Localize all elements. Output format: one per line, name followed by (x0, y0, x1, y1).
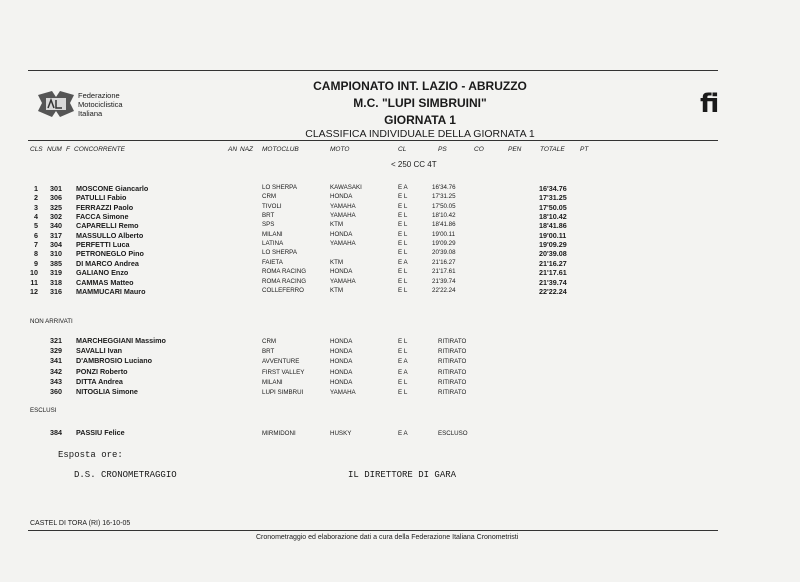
moto-cell: YAMAHA (330, 212, 356, 220)
number-cell: 310 (50, 249, 62, 259)
total-time: 21'16.27 (539, 258, 567, 268)
competitor-name: MAMMUCARI Mauro (76, 286, 146, 296)
class-cell: E L (398, 277, 408, 285)
total-time: 19'09.29 (539, 240, 567, 250)
header-rule (28, 140, 718, 141)
ps-time: 16'34.76 (432, 184, 456, 191)
moto-cell: YAMAHA (330, 277, 356, 285)
number-cell: 385 (50, 258, 62, 268)
ps-time: 21'39.74 (432, 277, 456, 285)
ps-time: 17'31.25 (432, 193, 456, 201)
number-cell: 319 (50, 268, 62, 278)
competitor-name: DI MARCO Andrea (76, 258, 139, 268)
moto-cell: KAWASAKI (330, 184, 362, 191)
class-cell: E A (398, 368, 408, 376)
moto-cell: KTM (330, 258, 344, 266)
footer-rule (28, 530, 718, 531)
ds-cronometraggio: D.S. CRONOMETRAGGIO (74, 470, 177, 480)
motoclub-cell: FAIETA (262, 258, 283, 266)
col-totale: TOTALE (540, 146, 565, 153)
table-row (0, 336, 800, 346)
motoclub-cell: LO SHERPA (262, 184, 297, 191)
col-f: F (66, 146, 70, 153)
number-cell: 384 (50, 428, 62, 437)
col-pt: PT (580, 146, 589, 153)
number-cell: 341 (50, 356, 62, 366)
class-cell: E L (398, 378, 408, 386)
motoclub-cell: BRT (262, 348, 275, 356)
table-row (0, 428, 800, 438)
title-giornata: GIORNATA 1 (384, 113, 456, 127)
motoclub-cell: LUPI SIMBRUI (262, 389, 304, 396)
class-cell: E L (398, 240, 408, 248)
fmi-logo (36, 89, 76, 124)
table-row (0, 346, 800, 356)
table-row (0, 287, 800, 297)
number-cell: 340 (50, 221, 62, 231)
class-cell: E L (398, 202, 408, 210)
number-cell: 302 (50, 212, 62, 222)
category-label: < 250 CC 4T (391, 160, 437, 169)
rank-cell: 4 (34, 212, 38, 222)
moto-cell: KTM (330, 286, 344, 294)
moto-cell: HONDA (330, 193, 353, 201)
competitor-name: D'AMBROSIO Luciano (76, 356, 152, 366)
ps-time: 19'09.29 (432, 240, 456, 248)
table-row (0, 377, 800, 387)
col-num: NUM (47, 146, 62, 153)
motoclub-cell: CRM (262, 193, 277, 201)
motoclub-cell: BRT (262, 212, 275, 220)
motoclub-cell: ROMA RACING (262, 268, 307, 276)
number-cell: 321 (50, 336, 62, 345)
col-motoclub: MOTOCLUB (262, 146, 299, 153)
col-moto: MOTO (330, 146, 350, 153)
rank-cell: 10 (30, 268, 38, 278)
total-time: 20'39.08 (539, 249, 567, 259)
total-time: 16'34.76 (539, 184, 567, 193)
non-arrivati-label: NON ARRIVATI (30, 318, 73, 325)
class-cell: E A (398, 258, 408, 266)
number-cell: 360 (50, 387, 62, 396)
class-cell: E A (398, 358, 408, 366)
moto-cell: YAMAHA (330, 240, 356, 248)
table-row (0, 387, 800, 397)
competitor-name: PATULLI Fabio (76, 193, 127, 203)
motoclub-cell: MILANI (262, 378, 283, 386)
class-cell: E L (398, 338, 408, 345)
ps-time: 19'00.11 (432, 230, 456, 238)
subtitle-classifica: CLASSIFICA INDIVIDUALE DELLA GIORNATA 1 (305, 128, 535, 140)
rank-cell: 8 (34, 249, 38, 259)
rank-cell: 3 (34, 202, 38, 212)
motoclub-cell: FIRST VALLEY (262, 368, 305, 376)
moto-cell: HONDA (330, 358, 353, 366)
col-naz: NAZ (240, 146, 253, 153)
number-cell: 318 (50, 277, 62, 287)
rank-cell: 9 (34, 258, 38, 268)
col-co: CO (474, 146, 484, 153)
ps-time: 21'17.61 (432, 268, 456, 276)
status-cell: ESCLUSO (438, 430, 468, 437)
competitor-name: PASSIU Felice (76, 428, 125, 437)
fmi-emblem-icon (36, 89, 76, 119)
fi-logo: fi (700, 89, 720, 119)
ps-time: 17'50.05 (432, 202, 456, 210)
status-cell: RITIRATO (438, 378, 467, 386)
competitor-name: DITTA Andrea (76, 376, 123, 386)
total-time: 18'41.86 (539, 221, 567, 231)
rank-cell: 11 (30, 277, 38, 287)
ps-time: 18'10.42 (432, 212, 456, 220)
table-row (0, 367, 800, 377)
col-an: AN (228, 146, 238, 153)
class-cell: E L (398, 348, 408, 356)
rank-cell: 1 (34, 184, 38, 193)
class-cell: E L (398, 286, 408, 294)
competitor-name: MARCHEGGIANI Massimo (76, 336, 166, 345)
competitor-name: MOSCONE Giancarlo (76, 184, 149, 193)
competitor-name: FACCA Simone (76, 212, 129, 222)
status-cell: RITIRATO (438, 348, 467, 356)
competitor-name: NITOGLIA Simone (76, 387, 138, 396)
direttore-di-gara: IL DIRETTORE DI GARA (348, 470, 457, 480)
motoclub-cell: LO SHERPA (262, 249, 297, 257)
federation-line2: Motociclistica (78, 100, 123, 109)
moto-cell: HONDA (330, 230, 353, 238)
esposta-ore: Esposta ore: (58, 450, 123, 460)
rank-cell: 2 (34, 193, 38, 203)
col-pen: PEN (508, 146, 522, 153)
moto-cell: KTM (330, 221, 344, 229)
ps-time: 22'22.24 (432, 286, 456, 294)
motoclub-cell: AVVENTURE (262, 358, 300, 366)
number-cell: 342 (50, 366, 62, 376)
esclusi-label: ESCLUSI (30, 407, 57, 414)
class-cell: E L (398, 221, 408, 229)
moto-cell: HONDA (330, 268, 353, 276)
competitor-name: PERFETTI Luca (76, 240, 130, 250)
number-cell: 306 (50, 193, 62, 203)
ps-time: 18'41.86 (432, 221, 456, 229)
total-time: 18'10.42 (539, 212, 567, 222)
rank-cell: 12 (30, 286, 38, 296)
total-time: 22'22.24 (539, 286, 567, 296)
moto-cell: YAMAHA (330, 202, 356, 210)
number-cell: 317 (50, 230, 62, 240)
class-cell: E L (398, 389, 408, 396)
ps-time: 21'16.27 (432, 258, 456, 266)
ps-time: 20'39.08 (432, 249, 456, 257)
footer-place-date: CASTEL DI TORA (RI) 16-10-05 (30, 520, 131, 527)
top-rule (28, 70, 718, 71)
motoclub-cell: MILANI (262, 230, 283, 238)
competitor-name: GALIANO Enzo (76, 268, 129, 278)
motoclub-cell: SPS (262, 221, 275, 229)
status-cell: RITIRATO (438, 368, 467, 376)
motoclub-cell: ROMA RACING (262, 277, 307, 285)
title-championship: CAMPIONATO INT. LAZIO - ABRUZZO (313, 79, 527, 93)
col-concorrente: CONCORRENTE (74, 146, 125, 153)
class-cell: E L (398, 193, 408, 201)
competitor-name: FERRAZZI Paolo (76, 202, 134, 212)
competitor-name: SAVALLI Ivan (76, 346, 123, 356)
competitor-name: PONZI Roberto (76, 366, 128, 376)
col-cls: CLS (30, 146, 43, 153)
federation-line3: Italiana (78, 109, 103, 118)
title-motoclub: M.C. "LUPI SIMBRUINI" (353, 96, 487, 110)
class-cell: E A (398, 184, 408, 191)
federation-line1: Federazione (78, 91, 120, 100)
competitor-name: CAMMAS Matteo (76, 277, 134, 287)
class-cell: E A (398, 430, 408, 437)
moto-cell: HONDA (330, 338, 353, 345)
status-cell: RITIRATO (438, 358, 467, 366)
class-cell: E L (398, 230, 408, 238)
total-time: 17'50.05 (539, 202, 567, 212)
col-ps: PS (438, 146, 447, 153)
motoclub-cell: CRM (262, 338, 277, 345)
status-cell: RITIRATO (438, 389, 467, 396)
motoclub-cell: TIVOLI (262, 202, 282, 210)
federation-name (78, 91, 123, 118)
competitor-name: CAPARELLI Remo (76, 221, 139, 231)
competitor-name: MASSULLO Alberto (76, 230, 144, 240)
footer-credit: Cronometraggio ed elaborazione dati a cura della Federazione Italiana Cronometristi (256, 534, 519, 541)
motoclub-cell: MIRMIDONI (262, 430, 296, 437)
competitor-name: PETRONEGLO Pino (76, 249, 144, 259)
number-cell: 325 (50, 202, 62, 212)
moto-cell: HONDA (330, 368, 353, 376)
class-cell: E L (398, 268, 408, 276)
rank-cell: 6 (34, 230, 38, 240)
rank-cell: 5 (34, 221, 38, 231)
col-cl: CL (398, 146, 407, 153)
motoclub-cell: LATINA (262, 240, 284, 248)
total-time: 19'00.11 (539, 230, 567, 240)
moto-cell: YAMAHA (330, 389, 356, 396)
total-time: 17'31.25 (539, 193, 567, 203)
moto-cell: HUSKY (330, 430, 352, 437)
number-cell: 304 (50, 240, 62, 250)
motoclub-cell: COLLEFERRO (262, 286, 304, 294)
table-row (0, 356, 800, 366)
class-cell: E L (398, 249, 408, 257)
class-cell: E L (398, 212, 408, 220)
number-cell: 329 (50, 346, 62, 356)
total-time: 21'17.61 (539, 268, 567, 278)
total-time: 21'39.74 (539, 277, 567, 287)
status-cell: RITIRATO (438, 338, 467, 345)
number-cell: 343 (50, 376, 62, 386)
rank-cell: 7 (34, 240, 38, 250)
moto-cell: HONDA (330, 378, 353, 386)
number-cell: 301 (50, 184, 62, 193)
moto-cell: HONDA (330, 348, 353, 356)
number-cell: 316 (50, 286, 62, 296)
